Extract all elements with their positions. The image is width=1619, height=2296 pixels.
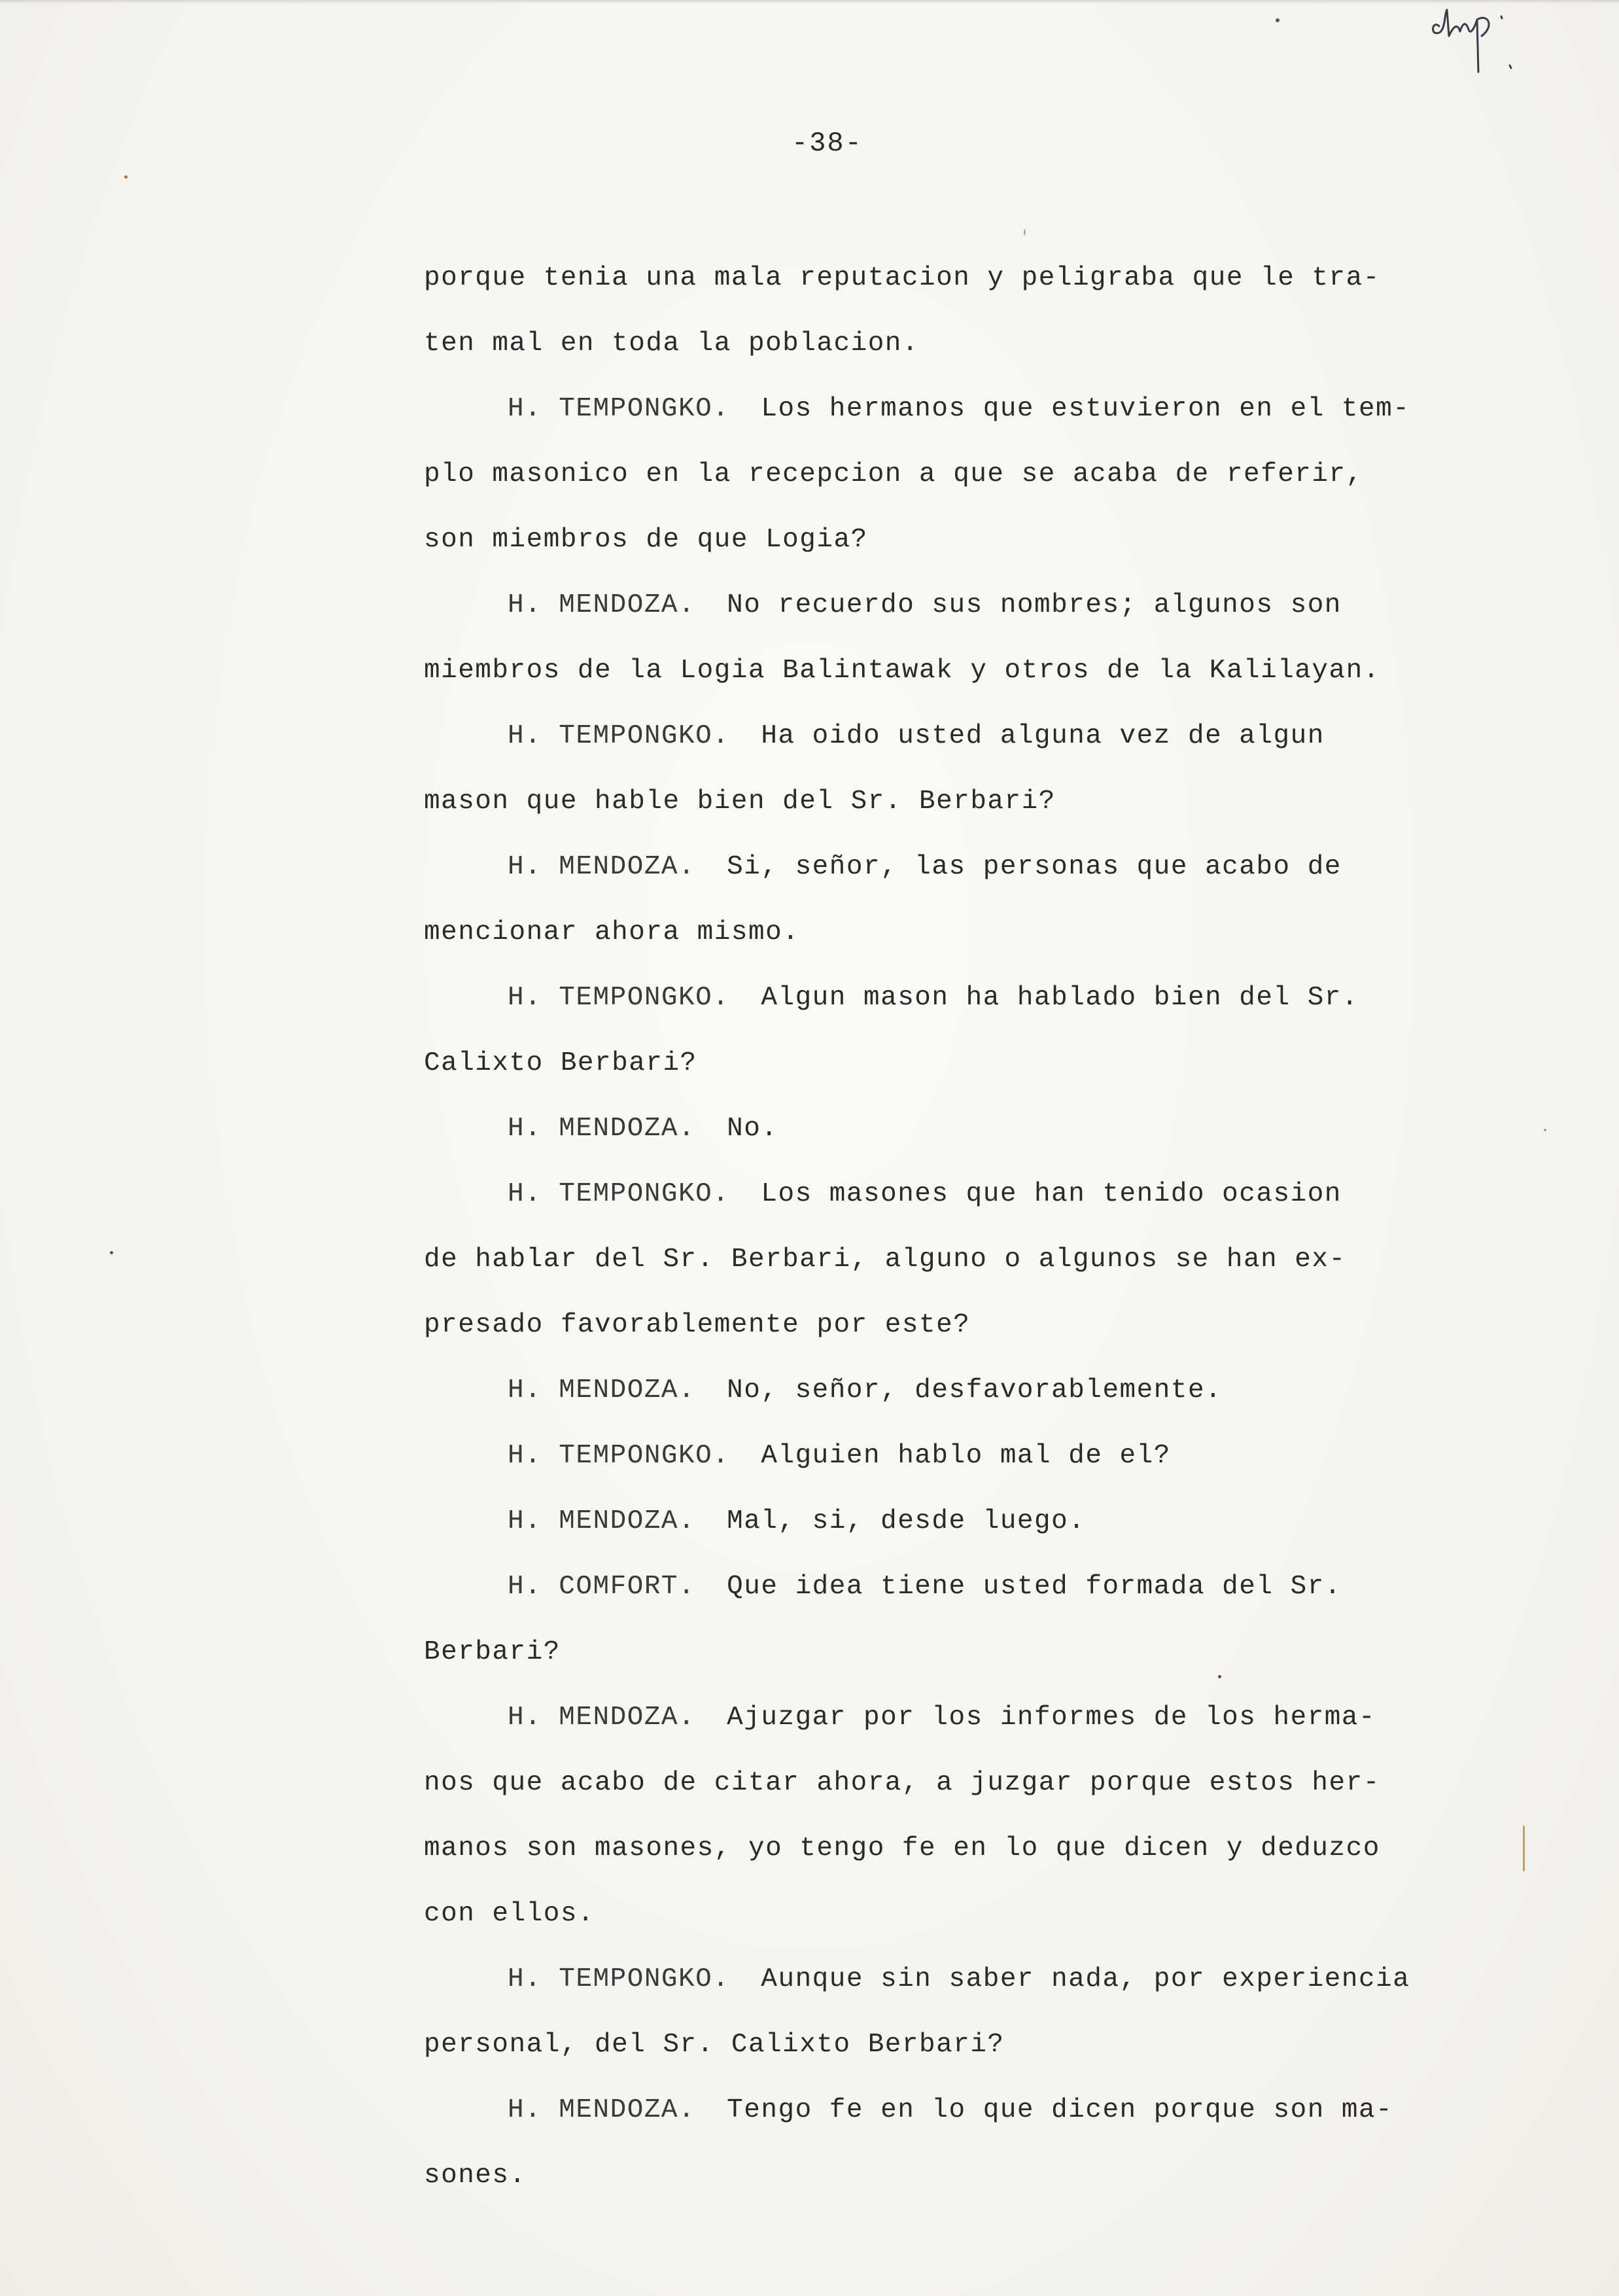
dialogue-line [424, 1433, 1418, 1498]
dialogue-line [424, 1498, 1418, 1564]
paper-speck [1276, 18, 1280, 22]
paper-speck [1218, 1675, 1221, 1678]
speaker-name: H. MENDOZA. [508, 852, 696, 882]
speech-text: Si, señor, las personas que acabo de [727, 852, 1342, 882]
text-line: manos son masones, yo tengo fe en lo que dicen y deduzco [424, 1833, 1380, 1863]
text-line: presado favorablemente por este? [424, 1310, 971, 1340]
speech-text: Aunque sin saber nada, por experiencia [761, 1964, 1410, 1994]
paper-speck [110, 1251, 113, 1254]
text-line: plo masonico en la recepcion a que se acaba de referir, [424, 459, 1363, 489]
speaker-name: H. TEMPONGKO. [508, 394, 730, 424]
speech-text: Los hermanos que estuvieron en el tem- [761, 394, 1410, 424]
dialogue-line [424, 1695, 1418, 1760]
page-edge-shadow [0, 0, 1619, 4]
dialogue-line [424, 975, 1418, 1040]
dialogue-line [424, 713, 1418, 779]
speaker-name: H. MENDOZA. [508, 590, 696, 620]
dialogue-line [424, 386, 1418, 451]
paper-speck [1544, 1129, 1546, 1131]
speaker-name: H. MENDOZA. [508, 1703, 696, 1733]
dialogue-line [424, 582, 1418, 648]
text-line: porque tenia una mala reputacion y peligraba que le tra- [424, 263, 1380, 293]
speaker-name: H. TEMPONGKO. [508, 983, 730, 1013]
speech-text: Ha oido usted alguna vez de algun [761, 721, 1325, 751]
text-line: son miembros de que Logia? [424, 525, 868, 555]
speech-text: Los masones que han tenido ocasion [761, 1179, 1342, 1209]
dialogue-line [424, 1956, 1418, 2022]
text-line: personal, del Sr. Calixto Berbari? [424, 2030, 1005, 2060]
dialogue-line [424, 844, 1418, 910]
speech-text: No recuerdo sus nombres; algunos son [727, 590, 1342, 620]
text-line: nos que acabo de citar ahora, a juzgar porque estos her- [424, 1768, 1380, 1798]
paper-speck [124, 175, 128, 179]
speaker-name: H. TEMPONGKO. [508, 1441, 730, 1471]
speaker-name: H. MENDOZA. [508, 1114, 696, 1144]
text-line: Calixto Berbari? [424, 1048, 697, 1078]
speaker-name: H. TEMPONGKO. [508, 1964, 730, 1994]
page-number: -38- [792, 128, 863, 159]
paper-speck [1523, 1826, 1525, 1871]
speaker-name: H. MENDOZA. [508, 1506, 696, 1536]
text-line: sones. [424, 2161, 527, 2191]
handwritten-annotation [1426, 0, 1524, 98]
text-line: mason que hable bien del Sr. Berbari? [424, 786, 1056, 817]
speech-text: No, señor, desfavorablemente. [727, 1375, 1223, 1405]
speech-text: Ajuzgar por los informes de los herma- [727, 1703, 1376, 1733]
text-line: ten mal en toda la poblacion. [424, 328, 920, 359]
text-line: Berbari? [424, 1637, 561, 1667]
paper-speck [1024, 229, 1026, 236]
dialogue-line [424, 1106, 1418, 1171]
speech-text: Mal, si, desde luego. [727, 1506, 1086, 1536]
dialogue-line [424, 1368, 1418, 1433]
dialogue-line [424, 2087, 1418, 2153]
dialogue-line [424, 1564, 1418, 1629]
text-line: de hablar del Sr. Berbari, alguno o algunos se han ex- [424, 1245, 1346, 1275]
speaker-name: H. TEMPONGKO. [508, 1179, 730, 1209]
text-line: con ellos. [424, 1899, 595, 1929]
speech-text: Tengo fe en lo que dicen porque son ma- [727, 2095, 1393, 2125]
text-line: mencionar ahora mismo. [424, 917, 800, 947]
speech-text: No. [727, 1114, 778, 1144]
dialogue-line [424, 1171, 1418, 1237]
speaker-name: H. TEMPONGKO. [508, 721, 730, 751]
transcript-body [424, 255, 1418, 2218]
speaker-name: H. COMFORT. [508, 1572, 696, 1602]
speech-text: Alguien hablo mal de el? [761, 1441, 1171, 1471]
speaker-name: H. MENDOZA. [508, 1375, 696, 1405]
speech-text: Algun mason ha hablado bien del Sr. [761, 983, 1359, 1013]
speech-text: Que idea tiene usted formada del Sr. [727, 1572, 1342, 1602]
speaker-name: H. MENDOZA. [508, 2095, 696, 2125]
text-line: miembros de la Logia Balintawak y otros de la Kalilayan. [424, 656, 1380, 686]
